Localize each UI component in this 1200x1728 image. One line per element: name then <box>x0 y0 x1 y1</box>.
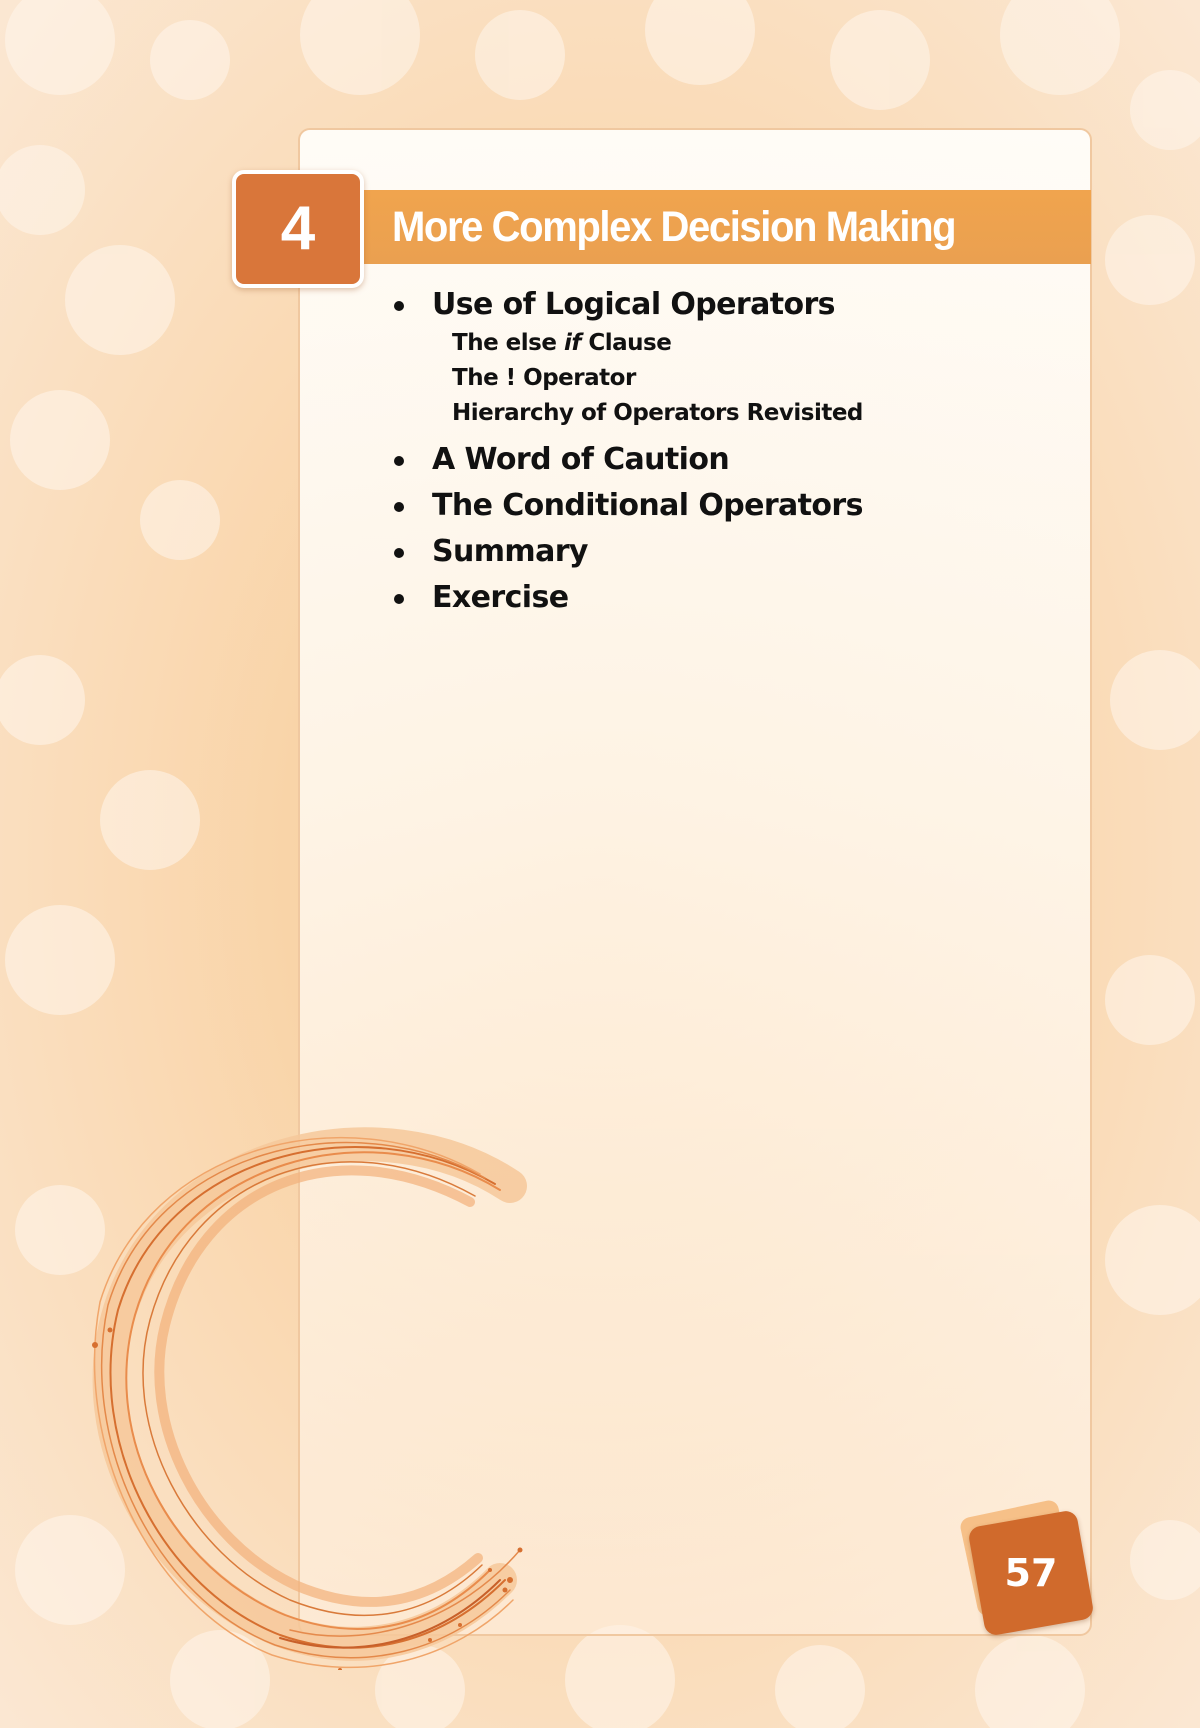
sub-item-text: The else <box>452 330 564 356</box>
bullet-icon <box>394 502 404 512</box>
sub-item-text-suffix: Clause <box>580 330 672 356</box>
bullet-icon <box>394 548 404 558</box>
toc-sub-item <box>452 326 1030 361</box>
toc-item <box>390 529 1030 575</box>
page-number-badge <box>967 1509 1094 1636</box>
toc-item-label: Exercise <box>432 580 569 615</box>
toc-sub-item <box>452 361 1030 396</box>
toc-sub-item <box>452 396 1030 431</box>
chapter-title: More Complex Decision Making <box>392 203 956 251</box>
bullet-icon <box>394 301 404 311</box>
chapter-title-bar <box>364 190 1091 264</box>
toc-item-label: Summary <box>432 534 588 569</box>
bullet-icon <box>394 594 404 604</box>
chapter-number: 4 <box>280 194 316 263</box>
sub-item-text: Hierarchy of Operators Revisited <box>452 400 863 426</box>
sub-item-emphasis: if <box>563 330 581 356</box>
toc-item-label: The Conditional Operators <box>432 488 863 523</box>
toc-sub-list <box>390 326 1030 431</box>
toc-item <box>390 282 1030 328</box>
sub-item-text: The ! Operator <box>452 365 636 391</box>
page-number: 57 <box>1004 1551 1058 1595</box>
decorative-swirl <box>80 1110 540 1670</box>
toc-item <box>390 483 1030 529</box>
toc-item-label: Use of Logical Operators <box>432 287 835 322</box>
toc-item <box>390 437 1030 483</box>
toc-item-label: A Word of Caution <box>432 442 730 477</box>
chapter-number-badge <box>232 170 364 288</box>
bullet-icon <box>394 456 404 466</box>
toc-item <box>390 575 1030 621</box>
chapter-contents-list <box>390 282 1030 621</box>
